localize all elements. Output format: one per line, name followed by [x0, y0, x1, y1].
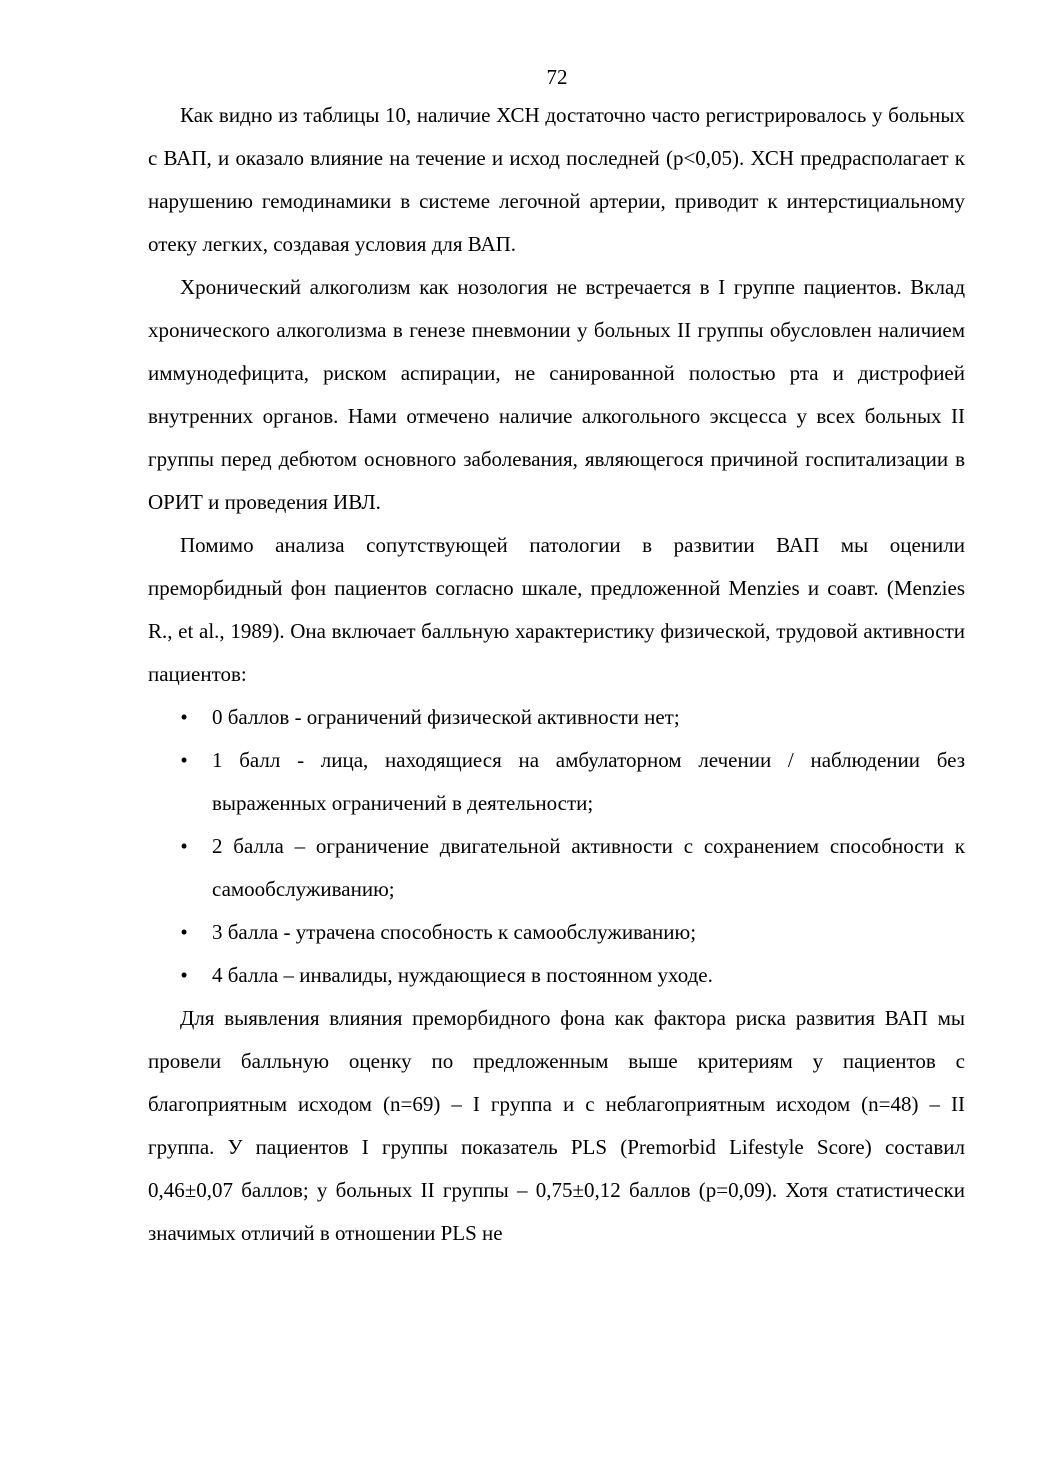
page-number: 72: [546, 65, 568, 89]
list-item-text: 1 балл - лица, находящиеся на амбулаторном лечении / наблюдении без выраженных ограничений в деятельности;: [212, 748, 965, 815]
bullet-icon: •: [180, 963, 188, 987]
paragraph-alcoholism: Хронический алкоголизм как нозология не встречается в I группе пациентов. Вклад хронического алкоголизма в генезе пневмонии у больных II группы обусловлен наличием иммунодефицита, риском аспирации, не санированной полостью рта и дистрофией внутренних органов. Нами отмечено наличие алкогольного эксцесса у всех больных II группы перед дебютом основного заболевания, являющегося причиной госпитализации в ОРИТ и проведения ИВЛ.: [148, 275, 965, 514]
list-item: [148, 954, 965, 997]
list-item-text: 0 баллов - ограничений физической активности нет;: [212, 705, 680, 729]
page-content: [148, 94, 965, 1255]
bullet-icon: •: [180, 705, 188, 729]
bullet-icon: •: [180, 748, 188, 772]
score-list: [148, 696, 965, 997]
paragraph-premorbid-intro: Помимо анализа сопутствующей патологии в развитии ВАП мы оценили преморбидный фон пациентов согласно шкале, предложенной Menzies и соавт. (Menzies R., et al., 1989). Она включает балльную характеристику физической, трудовой активности пациентов:: [148, 533, 965, 686]
bullet-icon: •: [180, 920, 188, 944]
list-item: [148, 911, 965, 954]
list-item: [148, 825, 965, 911]
list-item-text: 3 балла - утрачена способность к самообслуживанию;: [212, 920, 697, 944]
paragraph-pls-results: Для выявления влияния преморбидного фона как фактора риска развития ВАП мы провели балльную оценку по предложенным выше критериям у пациентов с благоприятным исходом (n=69) – I группа и с неблагоприятным исходом (n=48) – II группа. У пациентов I группы показатель PLS (Premorbid Lifestyle Score) составил 0,46±0,07 баллов; у больных II группы – 0,75±0,12 баллов (p=0,09). Хотя статистически значимых отличий в отношении PLS не: [148, 1006, 965, 1245]
list-item-text: 2 балла – ограничение двигательной активности с сохранением способности к самообслуживанию;: [212, 834, 965, 901]
list-item-text: 4 балла – инвалиды, нуждающиеся в постоянном уходе.: [212, 963, 713, 987]
bullet-icon: •: [180, 834, 188, 858]
paragraph-chf: Как видно из таблицы 10, наличие ХСН достаточно часто регистрировалось у больных с ВАП, и оказало влияние на течение и исход последней (p<0,05). ХСН предрасполагает к нарушению гемодинамики в системе легочной артерии, приводит к интерстициальному отеку легких, создавая условия для ВАП.: [148, 103, 965, 256]
list-item: [148, 739, 965, 825]
list-item: [148, 696, 965, 739]
